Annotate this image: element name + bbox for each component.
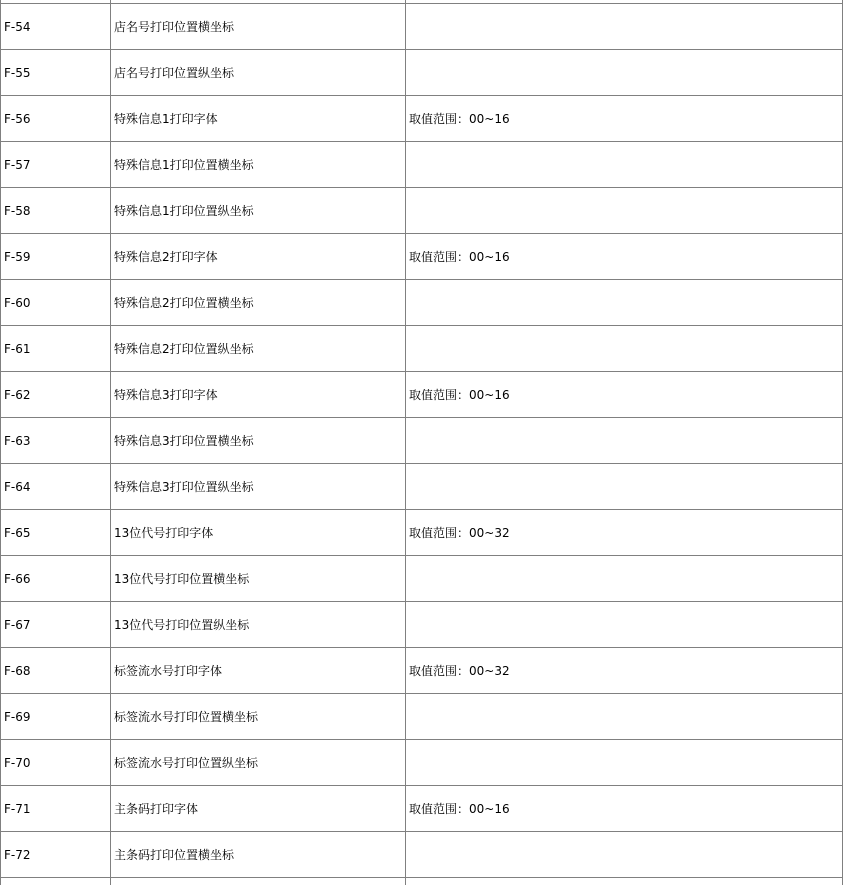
table-row	[1, 50, 843, 96]
param-description-cell: 特殊信息3打印位置横坐标	[111, 418, 406, 464]
param-description-cell: 标签流水号打印位置纵坐标	[111, 740, 406, 786]
table-row	[1, 602, 843, 648]
table-row	[1, 188, 843, 234]
param-description-cell: 特殊信息2打印字体	[111, 234, 406, 280]
param-range-cell	[406, 694, 843, 740]
param-code-cell: F-61	[1, 326, 111, 372]
param-description-cell: 13位代号打印字体	[111, 510, 406, 556]
parameters-table-body	[1, 4, 843, 878]
param-range-cell	[406, 878, 843, 885]
param-code-cell: F-62	[1, 372, 111, 418]
table-row	[1, 464, 843, 510]
param-range-cell	[406, 602, 843, 648]
param-code-cell: F-60	[1, 280, 111, 326]
table-row	[1, 740, 843, 786]
param-code-cell: F-66	[1, 556, 111, 602]
table-row	[1, 280, 843, 326]
table-row	[1, 372, 843, 418]
table-row	[1, 648, 843, 694]
table-row	[1, 4, 843, 50]
param-range-cell: 取值范围：00~16	[406, 234, 843, 280]
table-row	[1, 418, 843, 464]
table-row	[1, 96, 843, 142]
table-row	[1, 234, 843, 280]
param-range-cell: 取值范围：00~16	[406, 96, 843, 142]
table-row	[1, 510, 843, 556]
partial-bottom-row-group	[1, 878, 843, 885]
partial-row-bottom	[1, 878, 843, 885]
param-description-cell: 主条码打印字体	[111, 786, 406, 832]
param-range-cell	[406, 740, 843, 786]
param-range-cell: 取值范围：00~32	[406, 648, 843, 694]
param-range-cell	[406, 188, 843, 234]
param-code-cell	[1, 878, 111, 885]
table-row	[1, 142, 843, 188]
param-description-cell: 特殊信息3打印位置纵坐标	[111, 464, 406, 510]
param-range-cell	[406, 142, 843, 188]
table-row	[1, 326, 843, 372]
param-code-cell: F-55	[1, 50, 111, 96]
param-range-cell: 取值范围：00~16	[406, 786, 843, 832]
param-range-cell	[406, 464, 843, 510]
param-code-cell: F-54	[1, 4, 111, 50]
param-code-cell: F-69	[1, 694, 111, 740]
param-description-cell: 特殊信息1打印字体	[111, 96, 406, 142]
table-row	[1, 694, 843, 740]
param-code-cell: F-63	[1, 418, 111, 464]
param-code-cell: F-68	[1, 648, 111, 694]
param-range-cell	[406, 4, 843, 50]
param-range-cell	[406, 556, 843, 602]
param-code-cell: F-56	[1, 96, 111, 142]
param-description-cell: 13位代号打印位置横坐标	[111, 556, 406, 602]
param-range-cell: 取值范围：00~16	[406, 372, 843, 418]
param-code-cell: F-59	[1, 234, 111, 280]
param-description-cell: 标签流水号打印字体	[111, 648, 406, 694]
param-description-cell: 特殊信息1打印位置横坐标	[111, 142, 406, 188]
param-range-cell	[406, 832, 843, 878]
param-code-cell: F-57	[1, 142, 111, 188]
param-code-cell: F-72	[1, 832, 111, 878]
param-range-cell	[406, 280, 843, 326]
param-description-cell: 特殊信息2打印位置横坐标	[111, 280, 406, 326]
table-row	[1, 832, 843, 878]
param-range-cell	[406, 326, 843, 372]
param-range-cell	[406, 418, 843, 464]
param-description-cell: 主条码打印位置横坐标	[111, 832, 406, 878]
param-description-cell: 标签流水号打印位置横坐标	[111, 694, 406, 740]
param-code-cell: F-71	[1, 786, 111, 832]
param-description-cell: 店名号打印位置纵坐标	[111, 50, 406, 96]
param-description-cell: 13位代号打印位置纵坐标	[111, 602, 406, 648]
param-code-cell: F-67	[1, 602, 111, 648]
param-code-cell: F-65	[1, 510, 111, 556]
table-row	[1, 556, 843, 602]
param-description-cell: 店名号打印位置横坐标	[111, 4, 406, 50]
table-row	[1, 786, 843, 832]
param-range-cell	[406, 50, 843, 96]
param-range-cell: 取值范围：00~32	[406, 510, 843, 556]
param-code-cell: F-64	[1, 464, 111, 510]
param-code-cell: F-70	[1, 740, 111, 786]
param-description-cell	[111, 878, 406, 885]
param-description-cell: 特殊信息2打印位置纵坐标	[111, 326, 406, 372]
param-description-cell: 特殊信息3打印字体	[111, 372, 406, 418]
param-code-cell: F-58	[1, 188, 111, 234]
param-description-cell: 特殊信息1打印位置纵坐标	[111, 188, 406, 234]
